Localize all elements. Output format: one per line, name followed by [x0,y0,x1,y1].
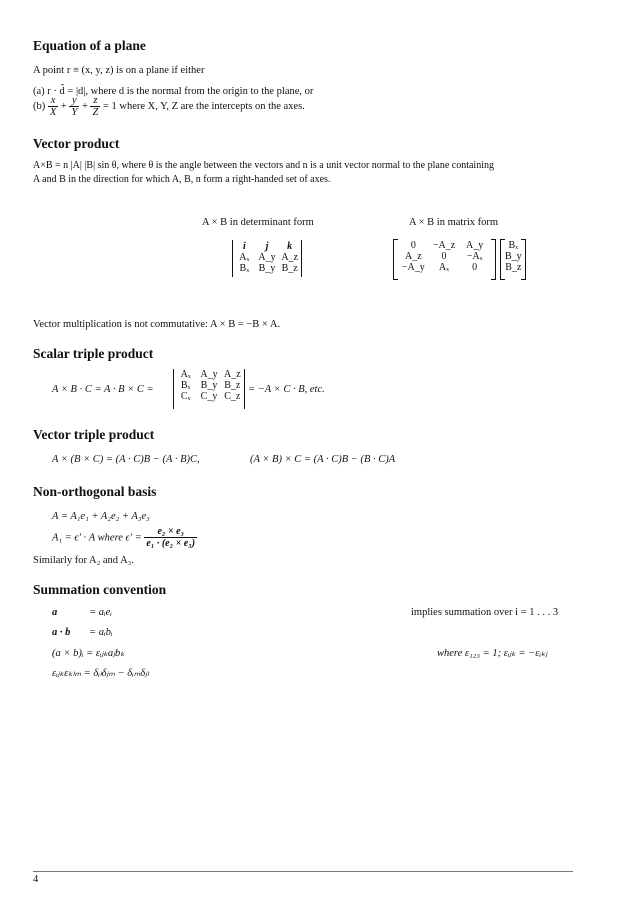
matrix-cell: 0 [441,251,447,262]
vector-cell: B_z [505,262,522,273]
heading-scalar-triple: Scalar triple product [33,346,154,361]
matrix-cell: −A_y [401,262,425,273]
vector-product-line2: A and B in the direction for which A, B, n form a right-handed set of axes. [33,174,331,185]
summation-r3-note: where ε₁₂₃ = 1; εᵢⱼₖ = −εᵢₖⱼ [437,648,548,659]
vector-b-column [505,240,521,273]
det-cell: Aₓ [180,369,191,380]
det-cell: Bₓ [239,263,250,274]
det-cell: Bₓ [180,380,191,391]
det-cell: A_y [200,369,218,380]
summation-r4: εᵢⱼₖεₖₗₘ = δᵢₗδⱼₘ − δᵢₘδⱼₗ [52,668,149,679]
cross-product-determinant [232,240,302,277]
matrix-cell: −A_z [432,240,456,251]
vector-cell: Bₓ [508,240,519,251]
heading-vector-product: Vector product [33,136,120,151]
heading-plane: Equation of a plane [33,38,146,53]
matrix-cell: Aₓ [438,262,450,273]
cross-product-matrix [398,240,490,273]
det-cell: A_y [258,252,276,263]
det-cell: A_z [281,252,298,263]
summation-r3-lhs: (a × b)ᵢ = εᵢⱼₖaⱼbₖ [52,648,125,659]
heading-vector-triple: Vector triple product [33,427,155,442]
matrix-cell: A_z [404,251,422,262]
heading-non-orthogonal: Non-orthogonal basis [33,484,157,499]
summation-r2-lhs: a · b [52,627,71,638]
matrix-cell: A_y [466,240,484,251]
vector-triple-eq2: (A × B) × C = (A · C)B − (B · C)A [250,454,396,465]
matrix-cell: 0 [410,240,416,251]
det-cell: C_y [200,391,218,402]
det-cell: Cₓ [180,391,191,402]
vector-triple-eq1: A × (B × C) = (A · C)B − (A · B)C, [52,454,200,465]
vector-cell: B_y [505,251,522,262]
scalar-triple-determinant [173,369,245,409]
footer-rule [33,871,573,872]
vector-right-bracket [521,239,526,280]
det-cell: C_z [224,391,241,402]
det-cell: Aₓ [239,252,250,263]
plane-intro: A point r ≡ (x, y, z) is on a plane if either [33,65,205,76]
basis-eq2: A₁ = ϵ′ · A where ϵ′ = $\frac{\text{e₂ × e₃}}{\text{e₁ · (e₂ × e₃)}}$ [52,526,196,549]
det-cell: B_y [200,380,218,391]
vector-product-line1: A×B = n |A| |B| sin θ, where θ is the angle between the vectors and n is a unit vector normal to the plane containing [33,160,494,171]
matrix-cell: 0 [472,262,478,273]
plane-condition-b-text: = 1 where X, Y, Z are the intercepts on the axes. [102,101,305,112]
non-commutative-note: Vector multiplication is not commutative: A × B = −B × A. [33,319,281,330]
det-cell: j [265,241,269,252]
heading-summation: Summation convention [33,582,167,597]
scalar-triple-lhs: A × B · C = A · B × C = [52,384,154,395]
summation-r1-note: implies summation over i = 1 . . . 3 [411,607,559,618]
det-cell: B_z [224,380,241,391]
det-cell: i [242,241,246,252]
scalar-triple-rhs: = −A × C · B, etc. [248,384,325,395]
page-number: 4 [33,874,39,885]
plane-condition-a-text: r · d̂ = |d|, where d is the normal from the origin to the plane, or [47,86,314,97]
basis-eq1: A = A₁e₁ + A₂e₂ + A₃e₃ [52,511,150,522]
det-cell: A_z [223,369,241,380]
det-cell: B_z [281,263,298,274]
determinant-form-title: A × B in determinant form [202,217,314,228]
det-cell: B_y [258,263,276,274]
det-cell: k [287,241,293,252]
matrix-right-bracket [491,239,496,280]
summation-r1-rhs: = aᵢeᵢ [89,607,112,618]
plane-condition-a: (a) r · d̂ = |d|, where d is the normal from the origin to the plane, or [33,86,314,97]
plane-condition-b: (b) $\frac{x}{X}$ + $\frac{y}{Y}$ + $\frac{z}{Z}$ = 1 where X, Y, Z are the intercepts on the axes. [33,95,305,118]
matrix-form-title: A × B in matrix form [409,217,499,228]
basis-fraction: $\frac{\text{e₂ × e₃}}{\text{e₁ · (e₂ × e₃)}}$ [146,526,196,549]
summation-r1-lhs: a [52,607,58,618]
matrix-cell: −Aₓ [466,251,483,262]
summation-r2-rhs: = aᵢbᵢ [89,627,113,638]
similarly-note: Similarly for A₂ and A₃. [33,555,134,566]
